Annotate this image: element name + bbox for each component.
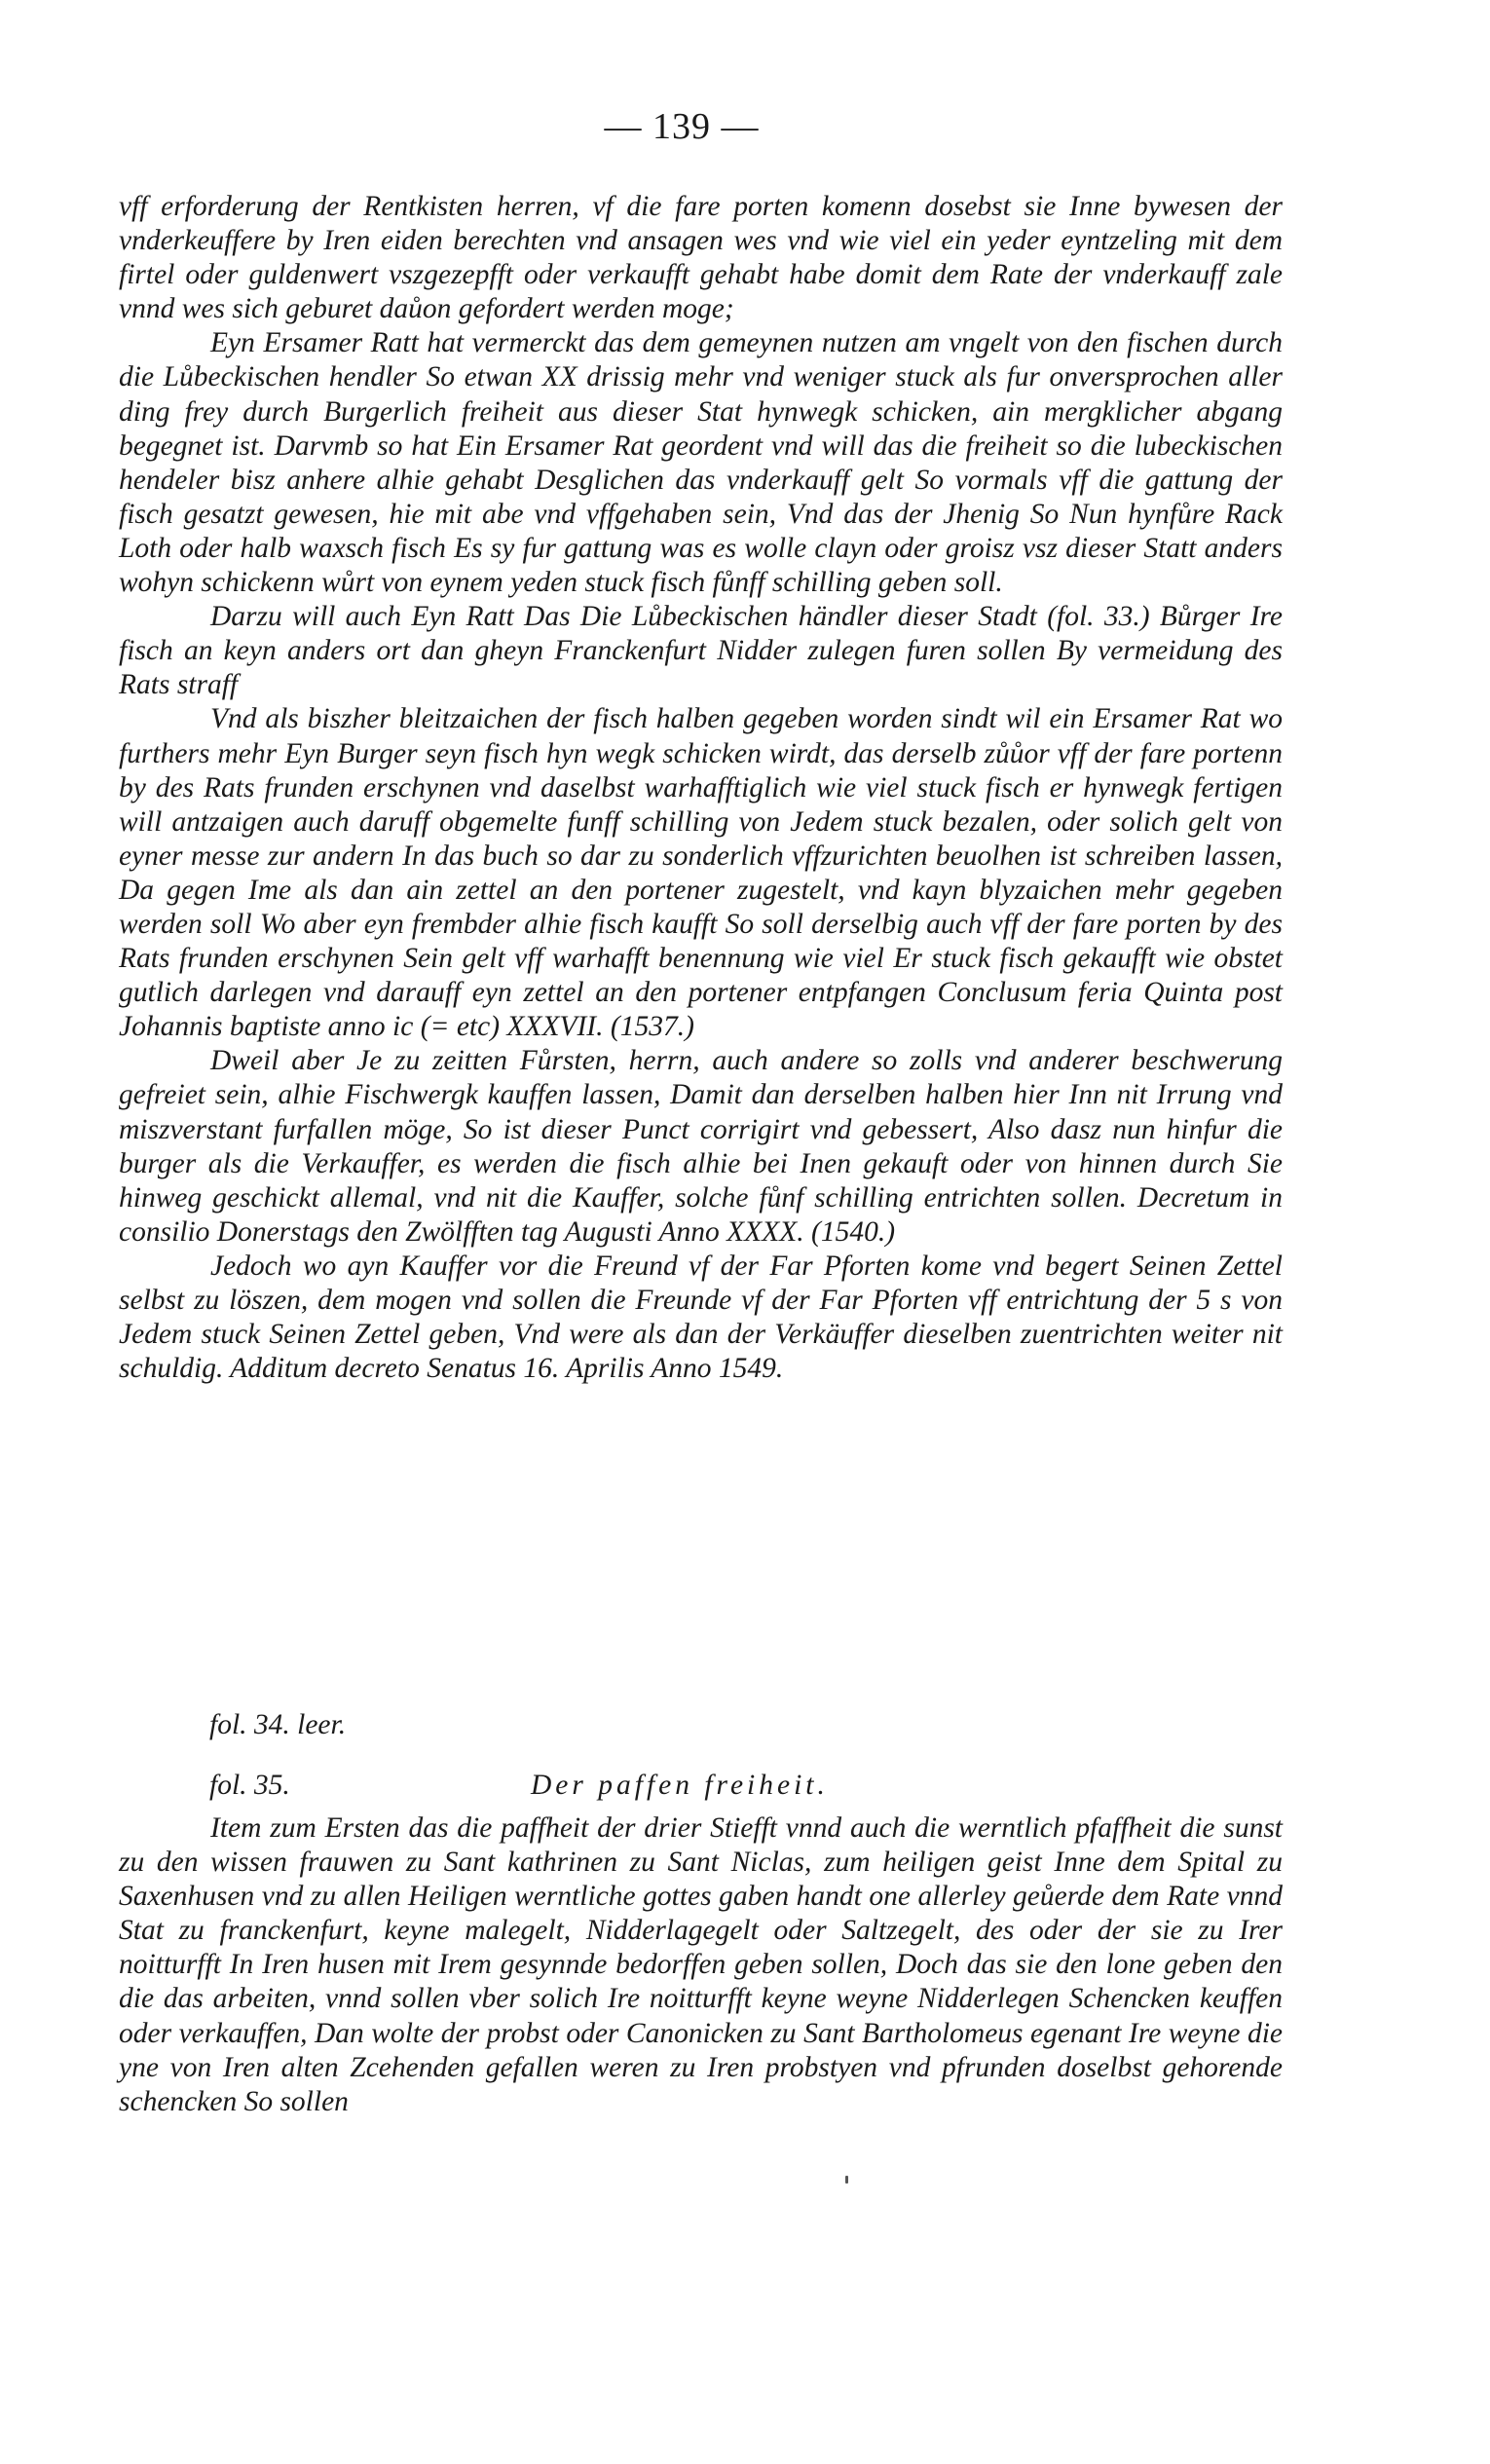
page-number: — 139 — [604,106,760,147]
paragraph: Item zum Ersten das die paffheit der drier Stiefft vnnd auch die werntlich pfaffheit die sunst zu den wissen frauwen zu Sant kathrinen zu Sant Niclas, zum heiligen geist Inne dem Spital zu Saxenhusen vnd zu allen Heiligen werntliche gottes gaben handt one allerley geůerde dem Rate vnnd Stat zu franckenfurt, keyne malegelt, Nidderlagegelt oder Saltzegelt, des oder der sie zu Irer noitturfft In Iren husen mit Irem gesynnde bedorffen geben sollen, Doch das sie den lone geben den die das arbeiten, vnnd sollen vber solich Ire noitturfft keyne weyne Nidderlegen Schencken keuffen oder verkauffen, Dan wolte der probst oder Canonicken zu Sant Bartholomeus egenant Ire weyne die yne von Iren alten Zcehenden gefallen weren zu Iren probstyen vnd pfrunden doselbst gehorende schencken So sollen [119,1812,1283,2117]
section-heading [209,1770,1281,1802]
main-text-block [119,190,1283,1386]
print-speck [845,2176,848,2184]
folio-note-leer: fol. 34. leer. [209,1709,347,1740]
section-folio: fol. 35. [209,1770,290,1801]
paragraph: Vnd als biszher bleitzaichen der fisch halben gegeben worden sindt wil ein Ersamer Rat wo furthers mehr Eyn Burger seyn fisch hyn wegk schicken wirdt, das derselb zůůor vff der fare portenn by des Rats frunden erschynen vnd daselbst warhafftiglich wie viel stuck fisch er hynwegk fertigen will antzaigen auch daruff obgemelte funff schilling von Jedem stuck bezalen, oder solich gelt von eyner messe zur andern In das buch so dar zu sonderlich vffzurichten beuolhen ist schreiben lassen, Da gegen Ime als dan ain zettel an den portener zugestelt, vnd kayn blyzaichen mehr gegeben werden soll Wo aber eyn frembder alhie fisch kaufft So soll derselbig auch vff der fare porten by des Rats frunden erschynen Sein gelt vff warhafft benennung wie viel Er stuck fisch gekaufft wie obstet gutlich darlegen vnd darauff eyn zettel an den portener entpfangen Conclusum feria Quinta post Johannis baptiste anno ic (= etc) XXXVII. (1537.) [119,703,1283,1043]
section-title: Der paffen freiheit. [531,1770,829,1801]
paragraph: Darzu will auch Eyn Ratt Das Die Lůbeckischen händler dieser Stadt (fol. 33.) Bůrger Ire fisch an keyn anders ort dan gheyn Franckenfurt Nidder zulegen furen sollen By vermeidung des Rats straff [119,601,1283,701]
paragraph: Dweil aber Je zu zeitten Fůrsten, herrn, auch andere so zolls vnd anderer beschwerung gefreiet sein, alhie Fischwergk kauffen lassen, Damit dan derselben halben hier Inn nit Irrung vnd miszverstant furfallen möge, So ist dieser Punct corrigirt vnd gebessert, Also dasz nun hinfur die burger als die Verkauffer, es werden die fisch alhie bei Inen gekauft oder von hinnen durch Sie hinweg geschickt allemal, vnd nit die Kauffer, solche fůnf schilling entrichten sollen. Decretum in consilio Donerstags den Zwölfften tag Augusti Anno XXXX. (1540.) [119,1045,1283,1248]
section-text-block [119,1811,1283,2119]
paragraph: Eyn Ersamer Ratt hat vermerckt das dem gemeynen nutzen am vngelt von den fischen durch die Lůbeckischen hendler So etwan XX drissig mehr vnd weniger stuck als fur onversprochen aller ding frey durch Burgerlich freiheit aus dieser Stat hynwegk schicken, ain mergklicher abgang begegnet ist. Darvmb so hat Ein Ersamer Rat geordent vnd will das die freiheit so die lubeckischen hendeler bisz anhere alhie gehabt Desglichen das vnderkauff gelt So vormals vff die gattung der fisch gesatzt gewesen, hie mit abe vnd vffgehaben sein, Vnd das der Jhenig So Nun hynfůre Rack Loth oder halb waxsch fisch Es sy fur gattung was es wolle clayn oder groisz vsz dieser Statt anders wohyn schickenn wůrt von eynem yeden stuck fisch fůnff schilling geben soll. [119,327,1283,599]
paragraph: vff erforderung der Rentkisten herren, vf die fare porten komenn dosebst sie Inne bywesen der vnderkeuffere by Iren eiden berechten vnd ansagen wes vnd wie viel ein yeder eyntzeling mit dem firtel oder guldenwert vszgezepfft oder verkaufft gehabt habe domit dem Rate der vnderkauff zale vnnd wes sich geburet daůon gefordert werden moge; [119,191,1283,325]
paragraph: Jedoch wo ayn Kauffer vor die Freund vf der Far Pforten kome vnd begert Seinen Zettel selbst zu löszen, dem mogen vnd sollen die Freunde vf der Far Pforten vff entrichtung der 5 s von Jedem stuck Seinen Zettel geben, Vnd were als dan der Verkäuffer dieselben zuentrichten weiter nit schuldig. Additum decreto Senatus 16. Aprilis Anno 1549. [119,1250,1283,1385]
